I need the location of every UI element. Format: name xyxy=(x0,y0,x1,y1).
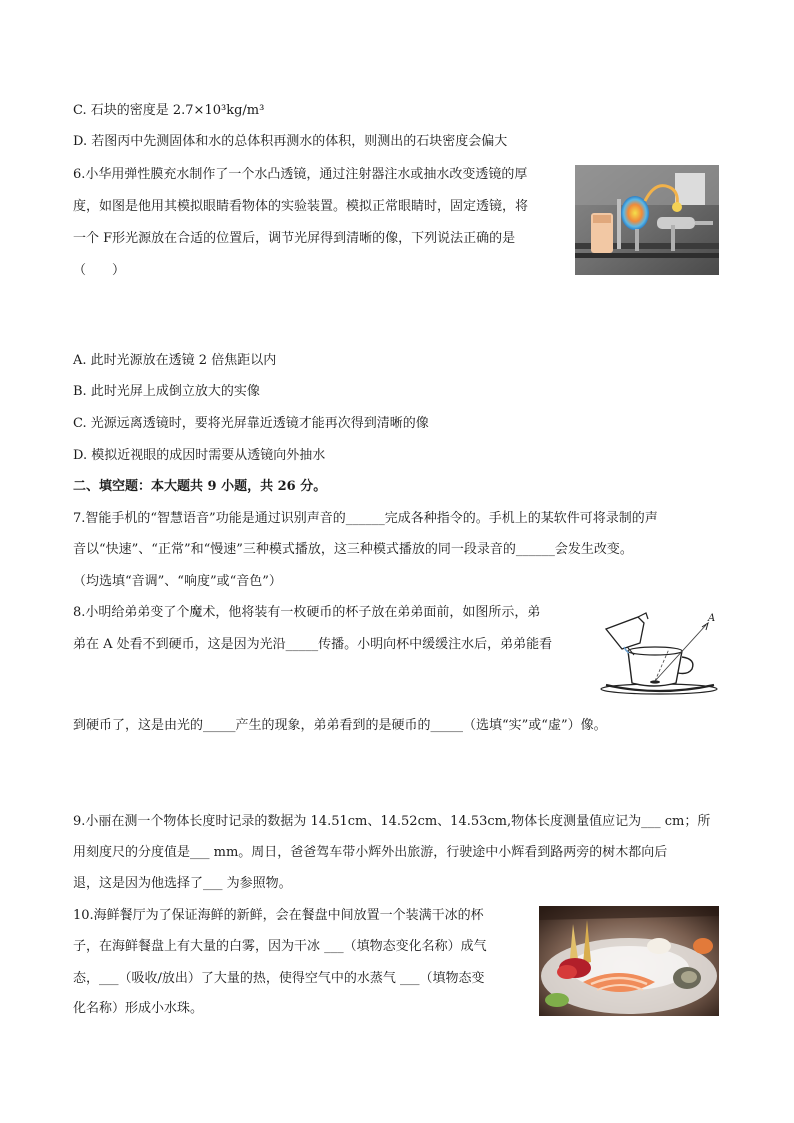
q8-line-2: 弟在 A 处看不到硬币，这是因为光沿_____传播。小明向杯中缓缓注水后，弟弟能看 xyxy=(73,637,553,652)
q9-line-1: 9.小丽在测一个物体长度时记录的数据为 14.51cm、14.52cm、14.53cm,物体长度测量值应记为___ cm；所 xyxy=(73,814,711,829)
q10-line-3: 态，___（吸收/放出）了大量的热，使得空气中的水蒸气 ___（填物态变 xyxy=(73,971,485,986)
option-c-previous: C. 石块的密度是 2.7×10³kg/m³ xyxy=(73,103,265,118)
q8-line-1: 8.小明给弟弟变了个魔术，他将装有一枚硬币的杯子放在弟弟面前，如图所示，弟 xyxy=(73,605,541,620)
q10-line-1: 10.海鲜餐厅为了保证海鲜的新鲜，会在餐盘中间放置一个装满干冰的杯 xyxy=(73,908,484,923)
q6-option-a: A. 此时光源放在透镜 2 倍焦距以内 xyxy=(73,353,277,368)
q9-line-2: 用刻度尺的分度值是___ mm。周日，爸爸驾车带小辉外出旅游，行驶途中小辉看到路两旁的树木都向后 xyxy=(73,845,668,860)
coin-cup-diagram xyxy=(596,603,722,695)
q6-option-d: D. 模拟近视眼的成因时需要从透镜向外抽水 xyxy=(73,448,326,463)
point-a-label: A xyxy=(708,613,716,624)
q7-line-2: 音以“快速”、“正常”和“慢速”三种模式播放，这三种模式播放的同一段录音的______会发生改变。 xyxy=(73,542,633,557)
q7-line-1: 7.智能手机的“智慧语音”功能是通过识别声音的______完成各种指令的。手机上的某软件可将录制的声 xyxy=(73,511,658,526)
q6-line-3: 一个 F形光源放在合适的位置后，调节光屏得到清晰的像，下列说法正确的是 xyxy=(73,231,516,246)
q6-option-c: C. 光源远离透镜时，要将光屏靠近透镜才能再次得到清晰的像 xyxy=(73,416,429,431)
q6-line-2: 度，如图是他用其模拟眼睛看物体的实验装置。模拟正常眼睛时，固定透镜，将 xyxy=(73,199,529,214)
q6-line-1: 6.小华用弹性膜充水制作了一个水凸透镜，通过注射器注水或抽水改变透镜的厚 xyxy=(73,167,528,182)
q6-line-4: （ ） xyxy=(73,263,126,278)
q8-line-3: 到硬币了，这是由光的_____产生的现象，弟弟看到的是硬币的_____（选填“实”或“虚”）像。 xyxy=(73,718,607,733)
option-d-previous: D. 若图丙中先测固体和水的总体积再测水的体积，则测出的石块密度会偏大 xyxy=(73,134,508,149)
q7-line-3: （均选填“音调”、“响度”或“音色”） xyxy=(73,574,282,589)
section-heading-fill-in: 二、填空题：本大题共 9 小题，共 26 分。 xyxy=(73,479,327,494)
seafood-platter-photo xyxy=(539,906,719,1016)
q9-line-3: 退，这是因为他选择了___ 为参照物。 xyxy=(73,876,292,891)
lens-experiment-photo xyxy=(575,165,719,275)
q10-line-4: 化名称）形成小水珠。 xyxy=(73,1001,204,1016)
q10-line-2: 子，在海鲜餐盘上有大量的白雾，因为干冰 ___（填物态变化名称）成气 xyxy=(73,939,487,954)
q6-option-b: B. 此时光屏上成倒立放大的实像 xyxy=(73,384,260,399)
